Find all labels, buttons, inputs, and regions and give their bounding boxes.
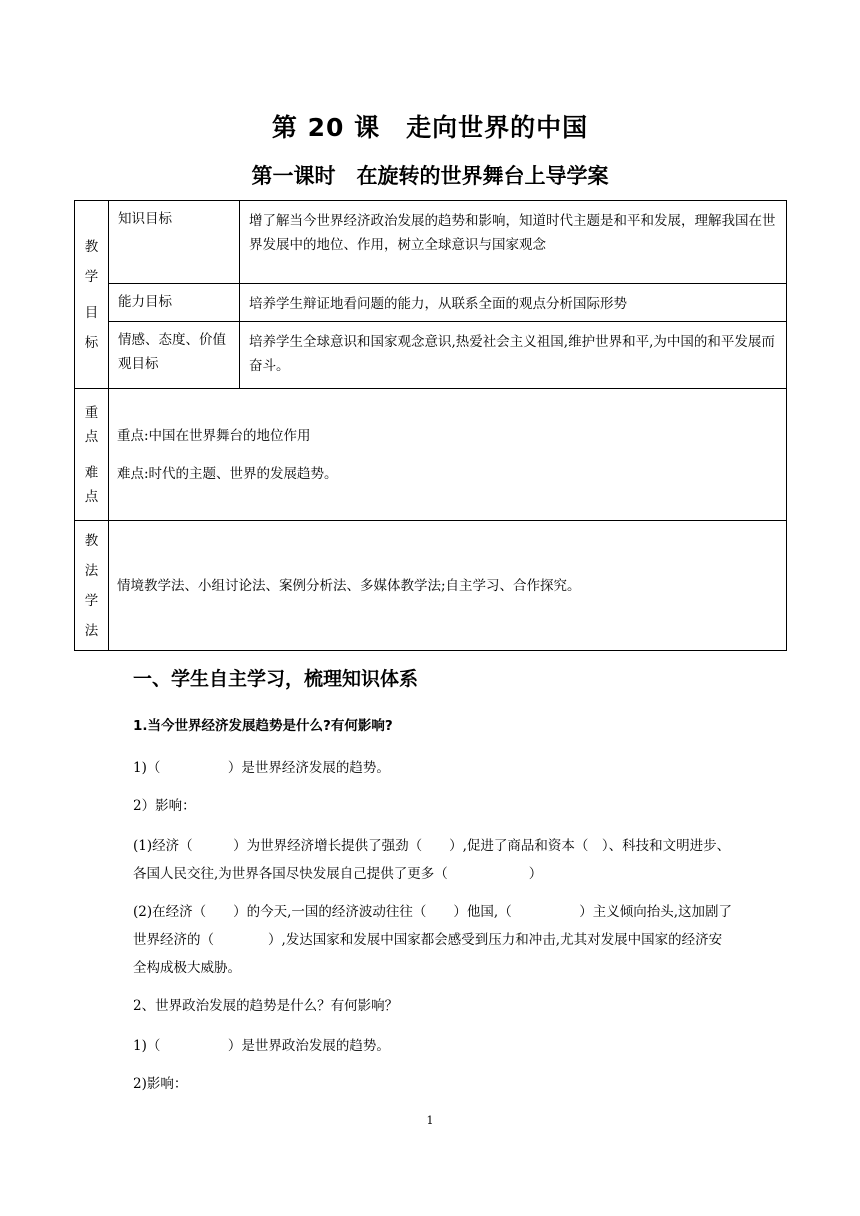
table-row	[75, 201, 787, 284]
table-row	[75, 284, 787, 322]
knowledge-goal-label: 知识目标	[109, 201, 240, 284]
goals-label-char: 标	[84, 334, 99, 351]
difficult-point-text: 难点:时代的主题、世界的发展趋势。	[117, 465, 338, 482]
knowledge-goal-content: 增了解当今世界经济政治发展的趋势和影响，知道时代主题是和平和发展，理解我国在世界发展中的地位、作用，树立全球意识与国家观念	[240, 201, 787, 284]
attitude-goal-content: 培养学生全球意识和国家观念意识,热爱社会主义祖国,维护世界和平,为中国的和平发展而奋斗。	[240, 322, 787, 389]
q1-paragraph-2: (2)在经济（ ）的今天,一国的经济波动往往（ ）他国,（ ）主义倾向抬头,这加剧了世界经济的（ ）,发达国家和发展中国家都会感受到压力和冲击,尤其对发展中国家的经济安全构成极大威胁。	[133, 904, 732, 976]
goals-label-char: 学	[84, 268, 99, 285]
q1-answer-1: 1)（ ）是世界经济发展的趋势。	[133, 760, 390, 776]
page-number: 1	[426, 1114, 434, 1127]
method-label-char: 学	[84, 592, 99, 609]
method-label-char: 教	[84, 532, 99, 549]
attitude-goal-label: 情感、态度、价值观目标	[109, 322, 240, 389]
q2-answer-2: 2)影响：	[133, 1076, 188, 1092]
key-points-label	[75, 389, 109, 521]
key-label-char: 重	[84, 404, 99, 421]
methods-content: 情境教学法、小组讨论法、案例分析法、多媒体教学法;自主学习、合作探究。	[109, 521, 787, 651]
q2-answer-1: 1)（ ）是世界政治发展的趋势。	[133, 1038, 390, 1054]
table-row	[75, 521, 787, 651]
ability-goal-label: 能力目标	[109, 284, 240, 322]
table-row	[75, 322, 787, 389]
methods-label	[75, 521, 109, 651]
q1-paragraph-1: (1)经济（ ）为世界经济增长提供了强劲（ ）,促进了商品和资本（ ）、科技和文明进步、各国人民交往,为世界各国尽快发展自己提供了更多（ ）	[133, 838, 731, 882]
lesson-subtitle: 第一课时 在旋转的世界舞台上导学案	[251, 164, 609, 188]
key-label-char: 点	[84, 428, 99, 445]
key-point-text: 重点:中国在世界舞台的地位作用	[117, 427, 311, 444]
goals-label-char: 教	[84, 238, 99, 255]
objectives-table	[74, 200, 787, 651]
method-label-char: 法	[84, 622, 99, 639]
question-2: 2、世界政治发展的趋势是什么？有何影响？	[133, 998, 399, 1014]
table-row	[75, 389, 787, 521]
key-points-content	[109, 389, 787, 521]
lesson-title: 第 20 课 走向世界的中国	[271, 113, 589, 142]
key-label-char: 点	[84, 488, 99, 505]
goals-label	[75, 201, 109, 389]
question-1: 1.当今世界经济发展趋势是什么?有何影响?	[133, 718, 393, 734]
ability-goal-content: 培养学生辩证地看问题的能力，从联系全面的观点分析国际形势	[240, 284, 787, 322]
section-heading: 一、学生自主学习，梳理知识体系	[133, 668, 419, 690]
method-label-char: 法	[84, 562, 99, 579]
goals-label-char: 目	[84, 304, 99, 321]
q1-answer-2: 2）影响：	[133, 798, 196, 814]
key-label-char: 难	[84, 464, 99, 481]
